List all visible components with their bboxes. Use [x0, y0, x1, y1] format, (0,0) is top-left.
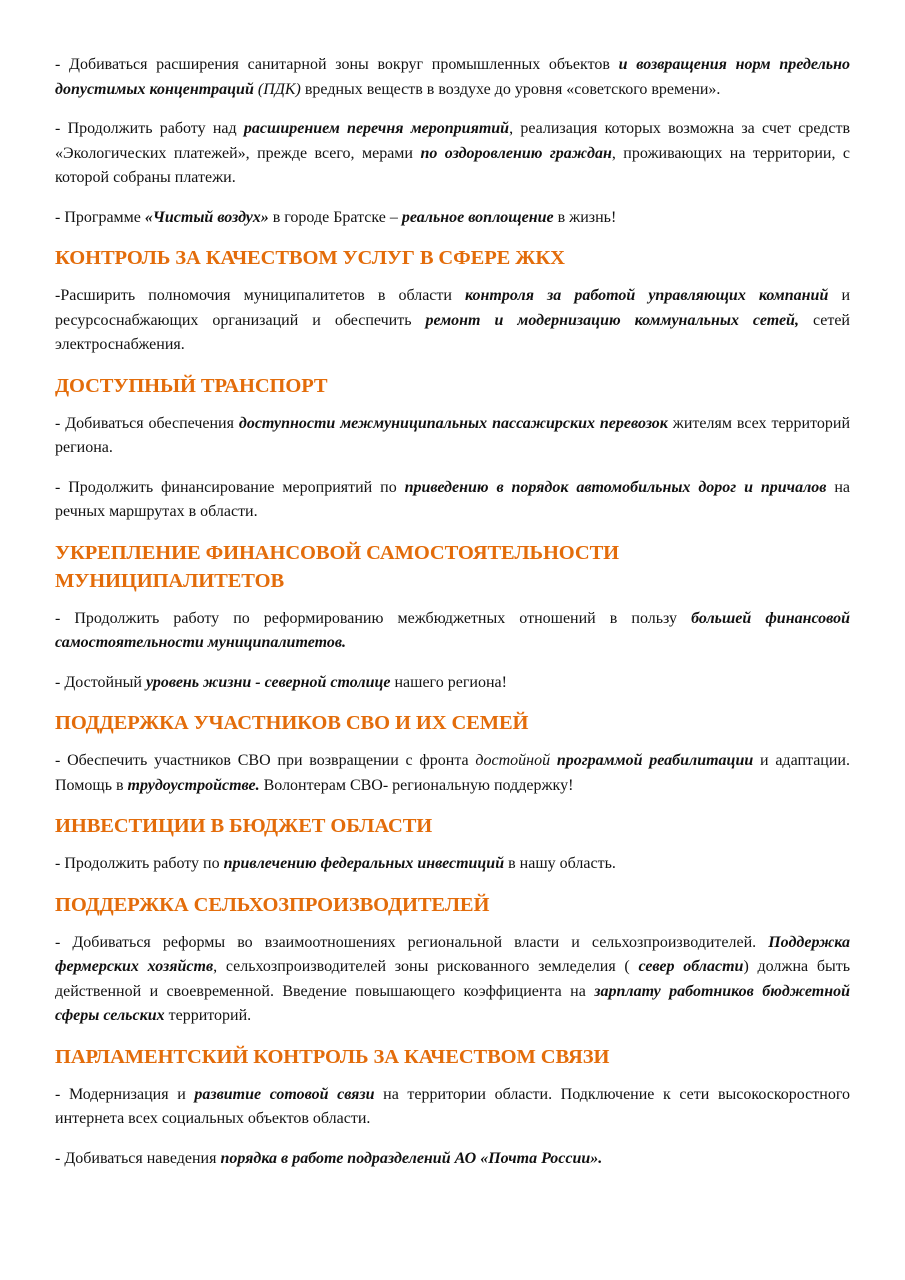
- text: - Добиваться реформы во взаимоотношениях региональной власти и сельхозпроизводителей.: [55, 933, 769, 951]
- section-heading-agriculture: ПОДДЕРЖКА СЕЛЬХОЗПРОИЗВОДИТЕЛЕЙ: [55, 893, 490, 916]
- emphasis: расширением перечня мероприятий: [243, 120, 510, 137]
- text: в нашу область.: [504, 855, 616, 872]
- text: и адаптации. Помощь в: [55, 752, 850, 794]
- section-heading-housing: КОНТРОЛЬ ЗА КАЧЕСТВОМ УСЛУГ В СФЕРЕ ЖКХ: [55, 247, 565, 269]
- text: , сельхозпроизводителей зоны рискованного земледелия (: [213, 958, 639, 975]
- text: - Обеспечить участников СВО при возвращении с фронта: [55, 752, 476, 769]
- paragraph-federal-investment: [55, 852, 850, 877]
- text: - Модернизация и: [55, 1085, 195, 1103]
- italic-text: (ПДК): [253, 80, 301, 98]
- emphasis: программой реабилитации: [556, 752, 754, 769]
- paragraph-agriculture-reform: [55, 931, 850, 1029]
- emphasis: по оздоровлению граждан: [420, 144, 612, 162]
- emphasis: зарплату работников бюджетной сферы сельских: [55, 982, 850, 1024]
- emphasis: приведению в порядок автомобильных дорог и причалов: [404, 478, 827, 496]
- text: вредных веществ в воздухе до уровня «советского времени».: [300, 80, 721, 98]
- emphasis: и возвращения норм предельно допустимых концентраций: [55, 56, 851, 98]
- text: -Расширить полномочия муниципалитетов в области: [55, 287, 466, 304]
- text: нашего региона!: [390, 673, 507, 691]
- text: , проживающих на территории, с которой собраны платежи.: [55, 144, 850, 186]
- paragraph-cellular: [55, 1083, 850, 1132]
- section-heading-transport: ДОСТУПНЫЙ ТРАНСПОРТ: [55, 374, 328, 397]
- emphasis: ремонт и модернизацию коммунальных сетей,: [425, 311, 799, 329]
- text: территорий.: [164, 1007, 252, 1024]
- text: ) должна быть действенной и своевременной. Введение повышающего коэффициента на: [55, 958, 850, 1000]
- emphasis: уровень жизни - северной столице: [145, 673, 391, 691]
- emphasis: Поддержка фермерских хозяйств: [55, 933, 850, 975]
- text: в жизнь!: [553, 208, 617, 226]
- section-heading-investment: ИНВЕСТИЦИИ В БЮДЖЕТ ОБЛАСТИ: [55, 815, 433, 837]
- paragraph-clean-air: [55, 206, 850, 231]
- emphasis: порядка в работе подразделений АО «Почта России».: [220, 1149, 603, 1167]
- emphasis: контроля за работой управляющих компаний: [465, 287, 829, 304]
- paragraph-sanitary-zone: [55, 53, 850, 102]
- emphasis: доступности межмуниципальных пассажирских перевозок: [238, 414, 668, 432]
- text: - Продолжить работу по: [55, 855, 224, 872]
- italic-text: достойной: [475, 752, 551, 769]
- text: и ресурсоснабжающих организаций и обеспечить: [55, 287, 851, 329]
- text: - Добиваться расширения санитарной зоны вокруг промышленных объектов: [55, 56, 619, 73]
- heading-line: МУНИЦИПАЛИТЕТОВ: [55, 569, 285, 592]
- emphasis: реальное воплощение: [401, 208, 554, 226]
- paragraph-eco-payments: [55, 117, 850, 191]
- text: - Добиваться обеспечения: [55, 414, 239, 432]
- paragraph-roads: [55, 476, 850, 525]
- paragraph-svo-support: [55, 749, 850, 798]
- paragraph-budget-reform: [55, 607, 850, 656]
- text: - Продолжить финансирование мероприятий по: [55, 478, 405, 496]
- paragraph-post: [55, 1147, 850, 1172]
- emphasis: развитие сотовой связи: [194, 1085, 375, 1103]
- paragraph-housing-control: [55, 284, 850, 358]
- text: - Продолжить работу по реформированию межбюджетных отношений в пользу: [55, 609, 692, 627]
- section-heading-communications: ПАРЛАМЕНТСКИЙ КОНТРОЛЬ ЗА КАЧЕСТВОМ СВЯЗИ: [55, 1045, 610, 1068]
- text: на речных маршрутах в области.: [55, 478, 851, 520]
- text: - Достойный: [55, 673, 146, 691]
- emphasis: привлечению федеральных инвестиций: [223, 855, 505, 872]
- heading-line: УКРЕПЛЕНИЕ ФИНАНСОВОЙ САМОСТОЯТЕЛЬНОСТИ: [55, 541, 620, 564]
- text: сетей электроснабжения.: [55, 311, 850, 353]
- text: в городе Братске –: [268, 208, 402, 226]
- paragraph-northern-capital: [55, 671, 850, 696]
- text: - Программе: [55, 208, 145, 226]
- text: - Продолжить работу над: [55, 120, 244, 137]
- text: Волонтерам СВО- региональную поддержку!: [259, 776, 574, 794]
- section-heading-svo: ПОДДЕРЖКА УЧАСТНИКОВ СВО И ИХ СЕМЕЙ: [55, 712, 529, 734]
- text: , реализация которых возможна за счет средств «Экологических платежей», прежде всего, мерами: [55, 120, 851, 162]
- text: жителям всех территорий региона.: [55, 414, 851, 456]
- emphasis: большей финансовой самостоятельности муниципалитетов.: [55, 609, 850, 651]
- paragraph-transport-access: [55, 412, 850, 461]
- emphasis: «Чистый воздух»: [144, 208, 269, 226]
- emphasis: трудоустройстве.: [127, 776, 260, 794]
- emphasis: север области: [638, 958, 744, 975]
- section-heading-finance: [55, 539, 850, 595]
- document-page: [55, 53, 850, 1171]
- text: на территории области. Подключение к сети высокоскоростного интернета всех социальных объектов области.: [55, 1085, 851, 1127]
- text: [550, 752, 557, 769]
- text: - Добиваться наведения: [55, 1149, 221, 1167]
